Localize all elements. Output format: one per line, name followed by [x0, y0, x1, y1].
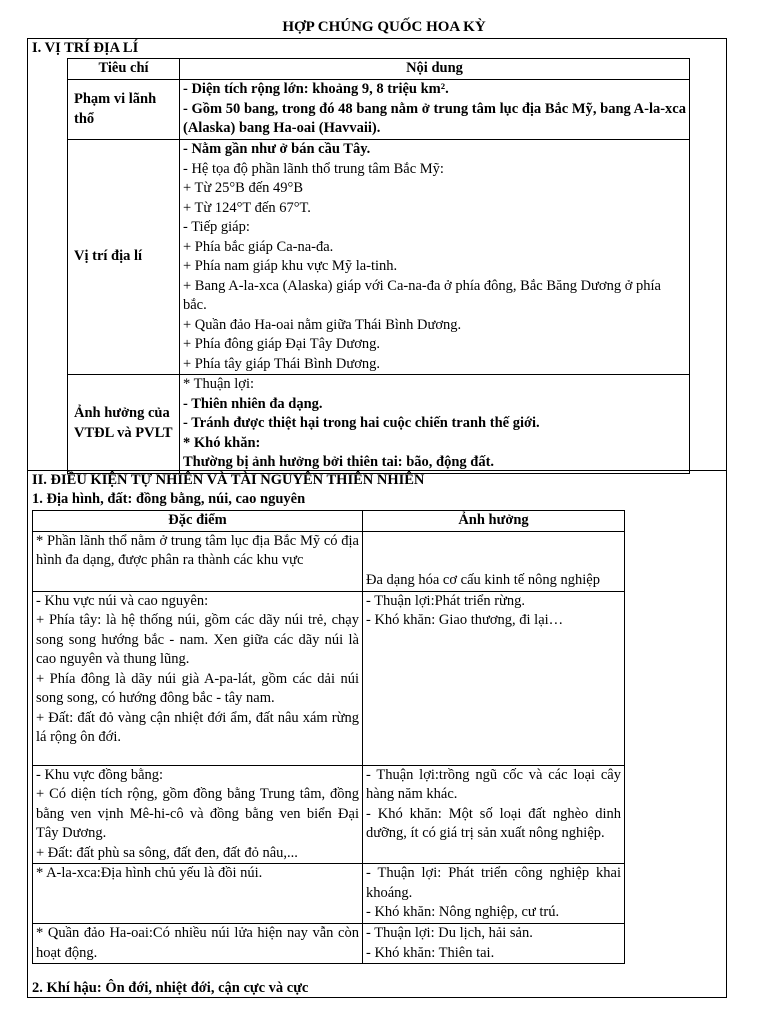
- feature-line: + Đất: đất phù sa sông, đất đen, đất đỏ nâu,...: [36, 844, 298, 861]
- subheading-terrain: 1. Địa hình, đất: đồng bằng, núi, cao nguyên: [32, 491, 306, 507]
- header-criterion: Tiêu chí: [68, 59, 180, 80]
- content-line: - Tiếp giáp:: [183, 219, 250, 235]
- location-table-header: [68, 59, 690, 80]
- impact-cell: [363, 924, 625, 964]
- content-line: - Nằm gần như ở bán cầu Tây.: [183, 141, 371, 157]
- content-line: + Phía tây giáp Thái Bình Dương.: [183, 355, 381, 372]
- document-title: HỢP CHÚNG QUỐC HOA KỲ: [282, 19, 486, 35]
- content-cell: [180, 80, 690, 140]
- content-cell: [180, 140, 690, 375]
- impact-line: Đa dạng hóa cơ cấu kinh tế nông nghiệp: [366, 572, 600, 588]
- content-line: * Thuận lợi:: [183, 376, 255, 392]
- feature-line: + Đất: đất đỏ vàng cận nhiệt đới ẩm, đất nâu xám rừng lá rộng ôn đới.: [36, 709, 359, 745]
- content-line: - Gồm 50 bang, trong đó 48 bang nằm ở trung tâm lục địa Bắc Mỹ, bang A-la-xca (Alaska) bang Ha-oai (Havvaii).: [183, 100, 686, 136]
- content-line: + Từ 25°B đến 49°B: [183, 180, 304, 196]
- impact-line: - Thuận lợi:trồng ngũ cốc và các loại cây hàng năm khác.: [366, 766, 621, 802]
- terrain-table-header: [33, 511, 625, 532]
- table-row: [68, 375, 690, 474]
- feature-cell: [33, 924, 363, 964]
- content-line: - Tránh được thiệt hại trong hai cuộc chiến tranh thế giới.: [183, 415, 540, 431]
- feature-cell: [33, 765, 363, 864]
- criterion-cell: Vị trí địa lí: [68, 140, 180, 375]
- content-line: - Thiên nhiên đa dạng.: [183, 395, 323, 412]
- content-line: Thường bị ảnh hưởng bởi thiên tai: bão, động đất.: [183, 454, 495, 470]
- content-line: - Hệ tọa độ phần lãnh thổ trung tâm Bắc Mỹ:: [183, 160, 444, 177]
- feature-cell: [33, 864, 363, 924]
- table-row: [33, 924, 625, 964]
- content-line: + Phía nam giáp khu vực Mỹ la-tinh.: [183, 258, 398, 274]
- content-cell: [180, 375, 690, 474]
- table-row: [33, 531, 625, 591]
- criterion-cell: Phạm vi lãnh thổ: [68, 80, 180, 140]
- impact-cell: [363, 765, 625, 864]
- content-line: * Khó khăn:: [183, 434, 261, 451]
- header-feature: Đặc điểm: [33, 511, 363, 532]
- feature-line: - Khu vực đồng bằng:: [36, 766, 164, 783]
- feature-line: + Phía tây: là hệ thống núi, gồm các dãy núi trẻ, chạy song song hướng bắc - nam. Xen giữa các dãy núi là cao nguyên và thung lũng.: [36, 612, 359, 667]
- header-content: Nội dung: [180, 59, 690, 80]
- content-line: + Bang A-la-xca (Alaska) giáp với Ca-na-đa ở phía đông, Bắc Băng Dương ở phía bắc.: [183, 277, 661, 313]
- table-row: [68, 80, 690, 140]
- impact-cell: [363, 531, 625, 591]
- impact-line: - Thuận lợi: Phát triển công nghiệp khai khoáng.: [366, 865, 621, 901]
- content-line: + Phía bắc giáp Ca-na-đa.: [183, 238, 334, 255]
- feature-cell: [33, 591, 363, 765]
- feature-cell: [33, 531, 363, 591]
- header-impact: Ảnh hưởng: [363, 511, 625, 532]
- criterion-cell: Ảnh hưởng của VTĐL và PVLT: [68, 375, 180, 474]
- table-row: [33, 864, 625, 924]
- table-row: [68, 140, 690, 375]
- content-line: + Phía đông giáp Đại Tây Dương.: [183, 336, 381, 352]
- feature-line: * Quần đảo Ha-oai:Có nhiều núi lửa hiện nay vẫn còn hoạt động.: [36, 925, 359, 961]
- feature-line: + Phía đông là dãy núi già A-pa-lát, gồm các dải núi song song, có hướng đông bắc - tây nam.: [36, 670, 359, 706]
- feature-line: - Khu vực núi và cao nguyên:: [36, 592, 209, 609]
- section-heading-location: I. VỊ TRÍ ĐỊA LÍ: [32, 40, 139, 56]
- feature-line: + Có diện tích rộng, gồm đồng bằng Trung tâm, đồng bằng ven vịnh Mê-hi-cô và đồng bằng ven biển Đại Tây Dương.: [36, 786, 359, 841]
- feature-line: * A-la-xca:Địa hình chủ yếu là đồi núi.: [36, 865, 263, 881]
- subheading-climate: 2. Khí hậu: Ôn đới, nhiệt đới, cận cực và cực: [32, 980, 309, 996]
- table-row: [33, 765, 625, 864]
- impact-cell: [363, 591, 625, 765]
- location-table: [67, 58, 690, 474]
- impact-line: - Khó khăn: Thiên tai.: [366, 944, 495, 961]
- impact-cell: [363, 864, 625, 924]
- document-frame: [27, 38, 727, 998]
- terrain-table: [32, 510, 625, 964]
- impact-line: - Khó khăn: Nông nghiệp, cư trú.: [366, 904, 560, 920]
- content-line: - Diện tích rộng lớn: khoảng 9, 8 triệu km².: [183, 81, 449, 97]
- table-row: [33, 591, 625, 765]
- impact-line: - Khó khăn: Một số loại đất nghèo dinh dưỡng, ít có giá trị sản xuất nông nghiệp.: [366, 805, 621, 841]
- content-line: + Từ 124°T đến 67°T.: [183, 199, 311, 216]
- impact-line: - Thuận lợi: Du lịch, hải sản.: [366, 925, 533, 941]
- section-heading-natural-conditions: II. ĐIỀU KIỆN TỰ NHIÊN VÀ TÀI NGUYÊN THIÊN NHIÊN: [32, 472, 425, 488]
- impact-line: - Thuận lợi:Phát triển rừng.: [366, 592, 526, 609]
- impact-line: - Khó khăn: Giao thương, đi lại…: [366, 612, 564, 628]
- content-line: + Quần đảo Ha-oai nằm giữa Thái Bình Dương.: [183, 316, 462, 333]
- feature-line: * Phần lãnh thổ nằm ở trung tâm lục địa Bắc Mỹ có địa hình đa dạng, được phân ra thành các khu vực: [36, 532, 359, 568]
